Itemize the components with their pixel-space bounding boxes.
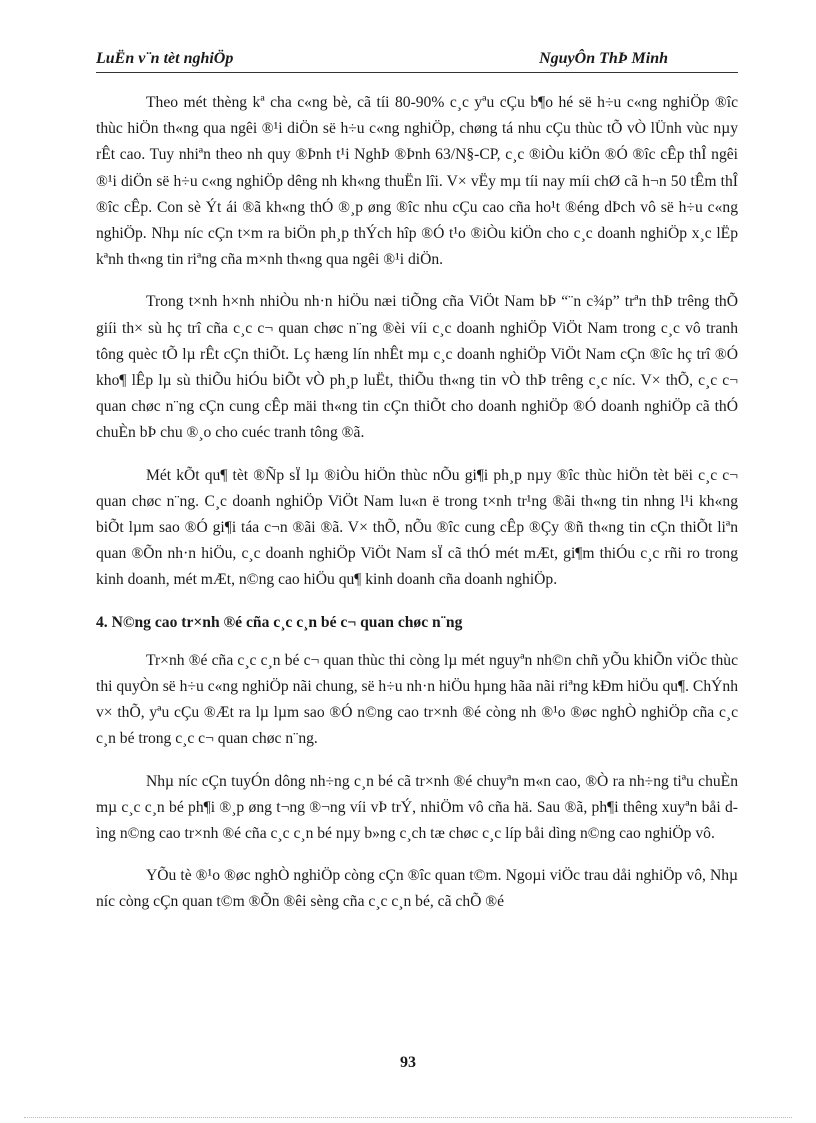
section-heading: 4. N©ng cao tr×nh ®é cña c¸c c¸n bé c¬ quan chøc n¨ng — [96, 613, 463, 631]
body-paragraph: Theo mét thèng kª cha c«ng bè, cã tíi 80-90% c¸c yªu cÇu b¶o hé së h÷u c«ng nghiÖp ®îc thùc hiÖn th«ng qua ngêi ®¹i diÖn së h÷u c«ng nghiÖp, chøng tá nhu cÇu thùc tÕ vÒ lÜnh vùc nµy rÊt cao. Tuy nhiªn theo nh quy ®Þnh t¹i NghÞ ®Þnh 63/N§-CP, c¸c ®iÒu kiÖn ®Ó ®îc cÊp thÎ ngêi ®¹i diÖn së h÷u c«ng nghiÖp dêng nh kh«ng thuËn lîi. V× vËy mµ tíi nay míi chØ cã h¬n 50 tÊm thÎ ®îc cÊp. Con sè Ýt ái ®ã kh«ng thÓ ®¸p øng ®îc nhu cÇu cao cña ho¹t ®éng dÞch vô së h÷u c«ng nghiÖp. Nhµ níc cÇn t×m ra biÖn ph¸p thÝch hîp ®Ó t¹o ®iÒu kiÖn cho c¸c doanh nghiÖp x¸c lËp kªnh th«ng tin riªng cña m×nh th«ng qua ngêi ®¹i diÖn. — [96, 94, 738, 269]
page-body — [96, 90, 738, 932]
page-bottom-divider — [24, 1117, 792, 1118]
page-header — [96, 46, 738, 73]
page-number: 93 — [400, 1054, 416, 1071]
body-paragraph: Trong t×nh h×nh nhiÒu nh·n hiÖu næi tiÕng cña ViÖt Nam bÞ “¨n c¾p” trªn thÞ trêng thÕ giíi th× sù hç trî cña c¸c c¬ quan chøc n¨ng ®èi víi c¸c doanh nghiÖp ViÖt Nam trong c¸c vô tranh tông quèc tÕ lµ rÊt cÇn thiÕt. Lç hæng lín nhÊt mµ c¸c doanh nghiÖp ViÖt Nam cÇn ®îc hç trî ®Ó kho¶ lÊp lµ sù thiÕu hiÓu biÕt vÒ ph¸p luËt, thiÕu th«ng tin vÒ thÞ trêng c¸c níc. V× thÕ, c¸c c¬ quan chøc n¨ng cÇn cung cÊp mäi th«ng tin cÇn thiÕt cho doanh nghiÖp ®Ó doanh nghiÖp cã thÓ chuÈn bÞ chu ®¸o cho cuéc tranh tông ®ã. — [96, 293, 738, 442]
header-thesis-title: LuËn v¨n tèt nghiÖp — [96, 50, 234, 67]
body-paragraph: Tr×nh ®é cña c¸c c¸n bé c¬ quan thùc thi còng lµ mét nguyªn nh©n chñ yÕu khiÕn viÖc thùc thi quyÒn së h÷u c«ng nghiÖp nãi chung, së h÷u nh·n hiÖu hµng hãa nãi riªng kÐm hiÖu qu¶. ChÝnh v× thÕ, yªu cÇu ®Æt ra lµ lµm sao ®Ó n©ng cao tr×nh ®é còng nh ®¹o ®øc nghÒ nghiÖp cña c¸c c¸n bé trong c¸c c¬ quan chøc n¨ng. — [96, 651, 738, 748]
body-paragraph: Mét kÕt qu¶ tèt ®Ñp sÏ lµ ®iÒu hiÖn thùc nÕu gi¶i ph¸p nµy ®îc thùc hiÖn tèt bëi c¸c c¬ quan chøc n¨ng. C¸c doanh nghiÖp ViÖt Nam lu«n ë trong t×nh tr¹ng ®ãi th«ng tin nhng l¹i kh«ng biÕt lµm sao ®Ó gi¶i táa c¬n ®ãi ®ã. V× thÕ, nÕu ®îc cung cÊp ®Çy ®ñ th«ng tin cÇn thiÕt liªn quan ®Õn nh·n hiÖu, c¸c doanh nghiÖp ViÖt Nam sÏ cã thÓ mét mÆt, gi¶m thiÓu c¸c rñi ro trong kinh doanh, mét mÆt, n©ng cao hiÖu qu¶ kinh doanh cña doanh nghiÖp. — [96, 466, 738, 589]
body-paragraph: YÕu tè ®¹o ®øc nghÒ nghiÖp còng cÇn ®îc quan t©m. Ngoµi viÖc trau dåi nghiÖp vô, Nhµ níc còng cÇn quan t©m ®Õn ®êi sèng cña c¸c c¸n bé, cã chÕ ®é — [96, 867, 738, 911]
header-author-name: NguyÔn ThÞ Minh — [539, 50, 668, 67]
body-paragraph: Nhµ níc cÇn tuyÓn dông nh÷ng c¸n bé cã tr×nh ®é chuyªn m«n cao, ®Ò ra nh÷ng tiªu chuÈn mµ c¸c c¸n bé ph¶i ®¸p øng t¬ng ®¬ng víi vÞ trÝ, nhiÖm vô cña hä. Sau ®ã, ph¶i thêng xuyªn båi dìng n©ng cao tr×nh ®é cña c¸c c¸n bé nµy b»ng c¸ch tæ chøc c¸c líp båi dìng n©ng cao nghiÖp vô. — [96, 772, 738, 843]
